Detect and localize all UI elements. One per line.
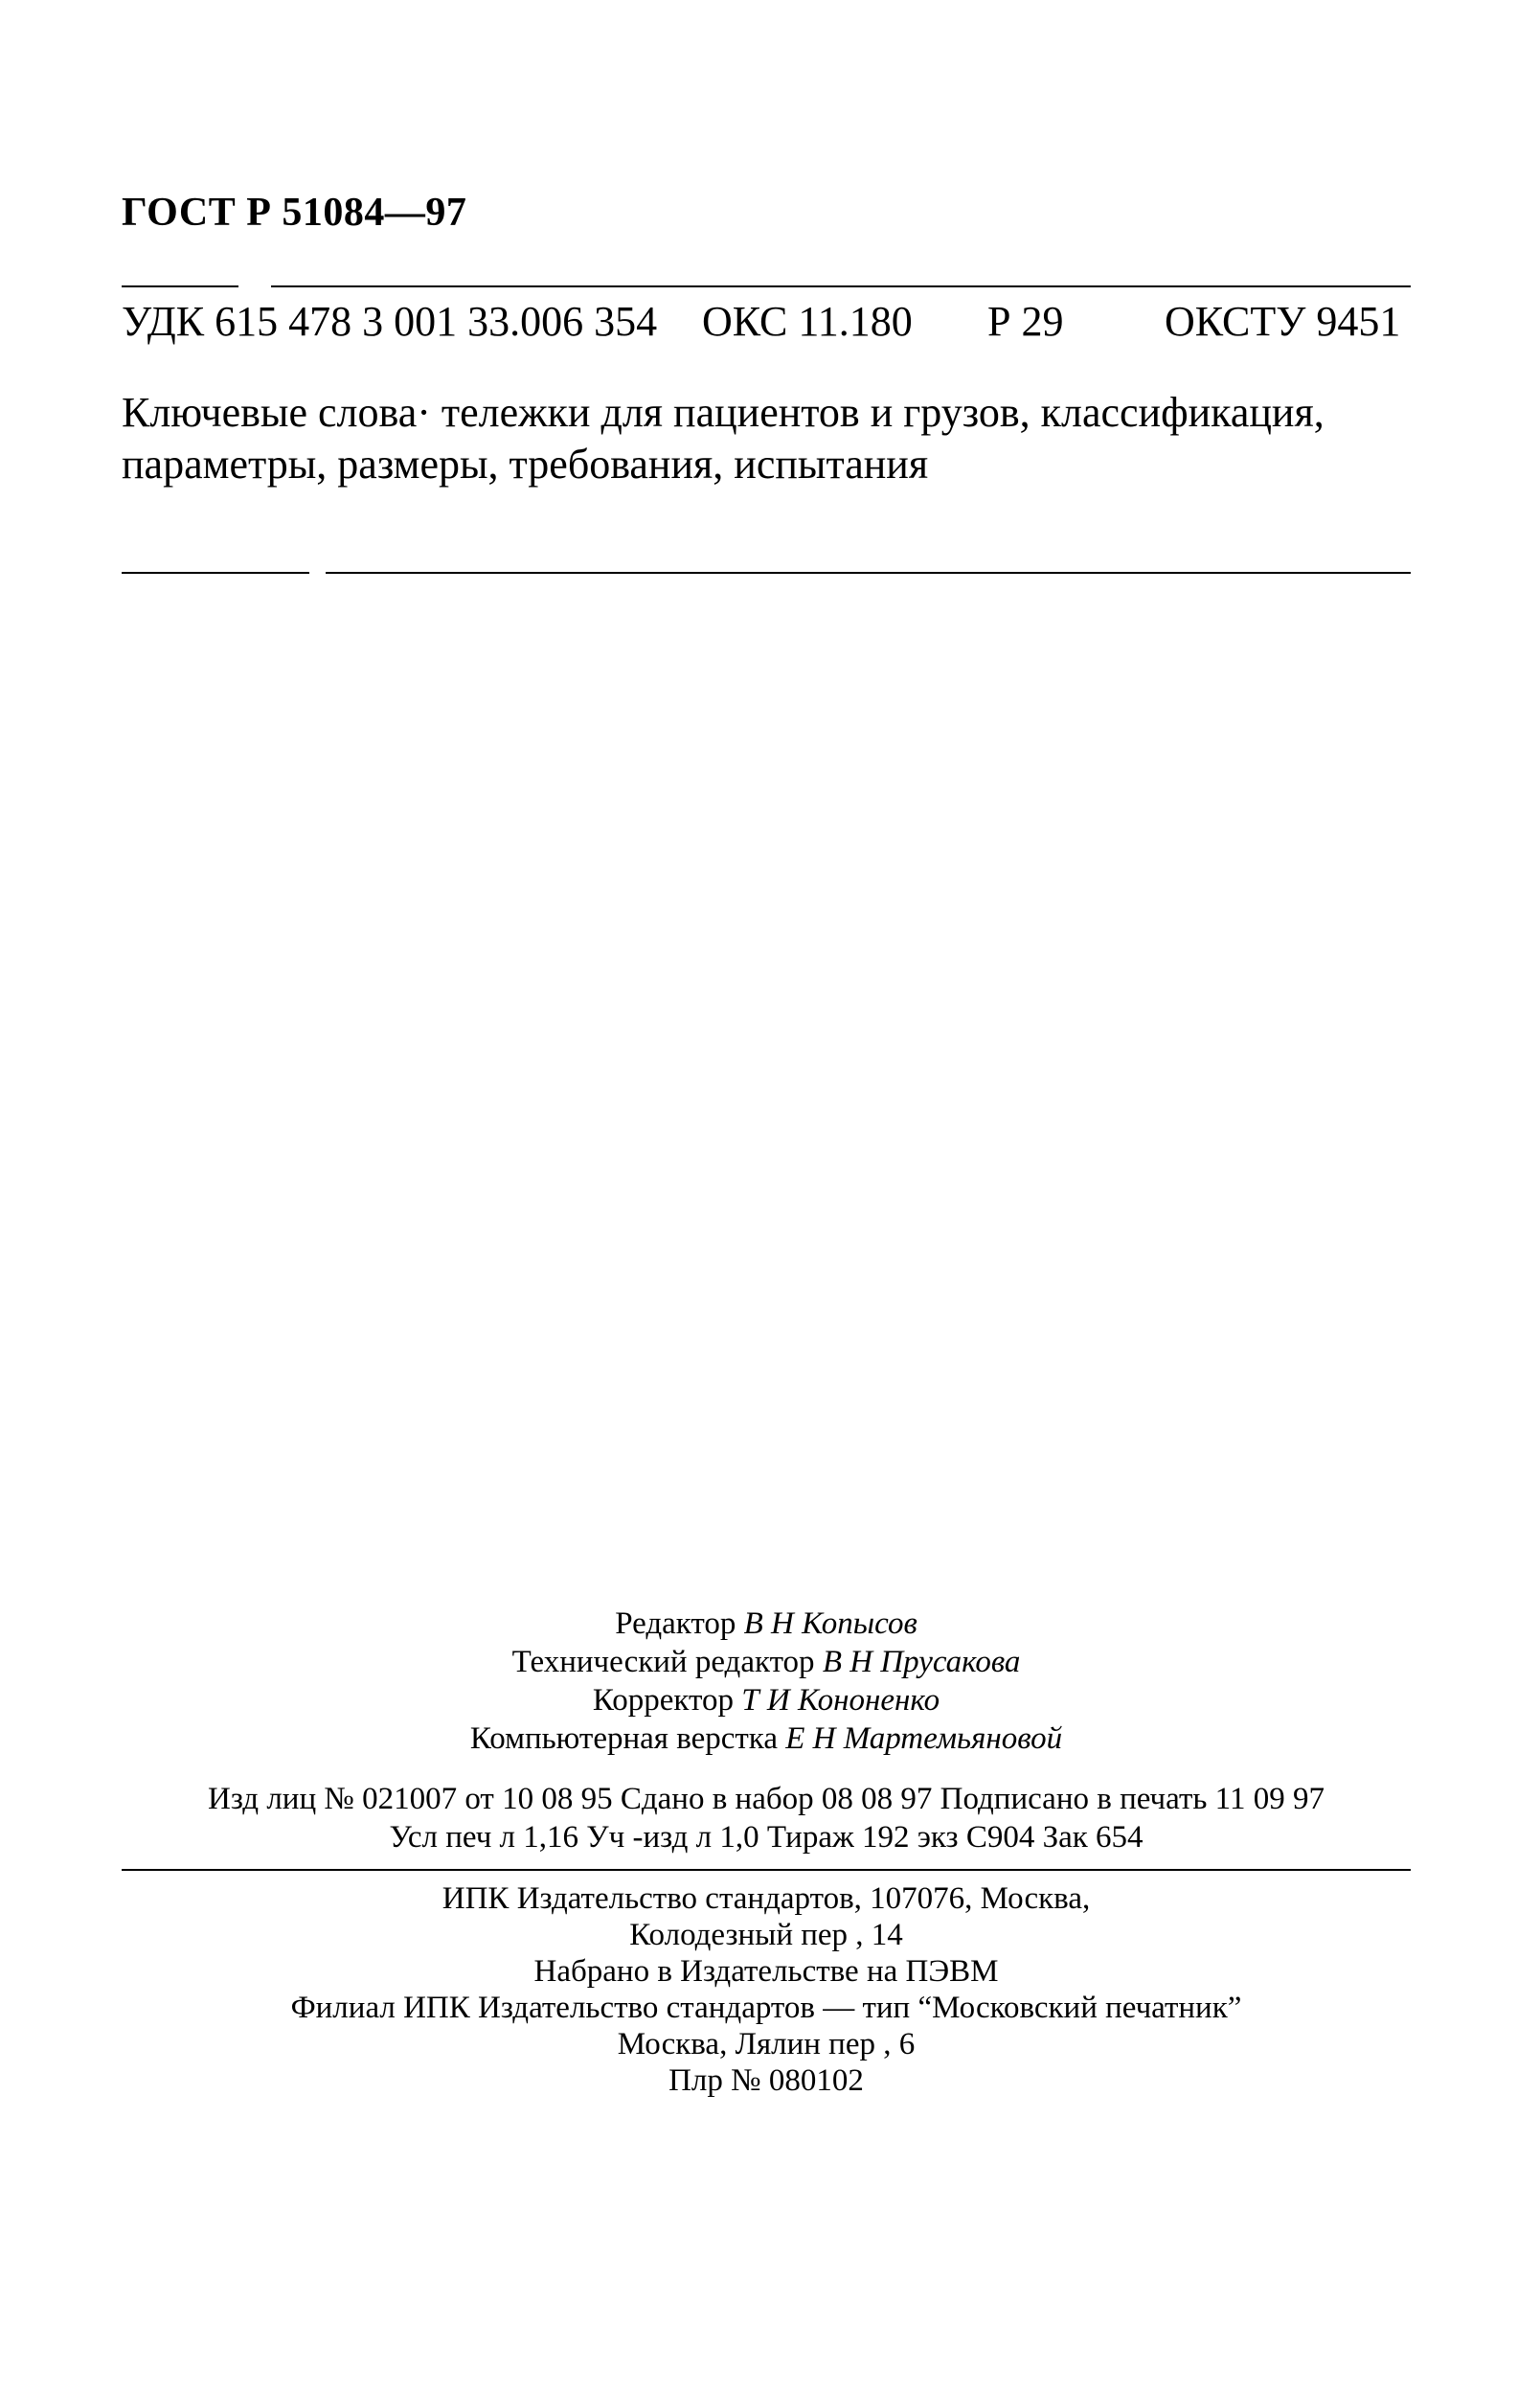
publisher-line: ИПК Издательство стандартов, 107076, Москва, — [442, 1881, 1091, 1916]
credit-name: Т И Кононенко — [741, 1683, 940, 1718]
publisher-line: Плр № 080102 — [668, 2063, 864, 2098]
credit-role: Компьютерная верстка — [469, 1721, 778, 1756]
credit-editor — [122, 1605, 1411, 1643]
keywords — [122, 387, 1415, 490]
imprint-line-2: Усл печ л 1,16 Уч -изд л 1,0 Тираж 192 экз С904 Зак 654 — [389, 1820, 1144, 1855]
imprint-block — [122, 1780, 1411, 1856]
header-rule-right — [271, 285, 1411, 287]
publisher-line: Филиал ИПК Издательство стандартов — тип “Московский печатник” — [290, 1991, 1242, 2025]
credit-role: Корректор — [592, 1683, 735, 1718]
header-rule-left — [122, 285, 238, 287]
publisher-line: Набрано в Издательстве на ПЭВМ — [533, 1954, 999, 1989]
credit-layout — [122, 1719, 1411, 1758]
group-code: Р 29 — [987, 298, 1064, 345]
oks-code: ОКС 11.180 — [702, 298, 913, 345]
publisher-block — [122, 1880, 1411, 2099]
credit-role: Редактор — [615, 1606, 736, 1641]
publisher-line: Колодезный пер , 14 — [629, 1918, 903, 1952]
keywords-line-1: Ключевые слова· тележки для пациентов и грузов, классификация, — [122, 389, 1325, 436]
keywords-rule-right — [326, 572, 1411, 574]
imprint-line-1: Изд лиц № 021007 от 10 08 95 Сдано в набор 08 08 97 Подписано в печать 11 09 97 — [208, 1782, 1325, 1816]
credit-name: В Н Прусакова — [822, 1645, 1021, 1679]
credit-name: В Н Копысов — [743, 1606, 917, 1641]
udk-code: УДК 615 478 3 001 33.006 354 — [122, 298, 658, 345]
okstu-code: ОКСТУ 9451 — [1165, 298, 1401, 345]
document-id: ГОСТ Р 51084—97 — [122, 191, 467, 235]
credit-role: Технический редактор — [511, 1645, 815, 1679]
credit-proofreader — [122, 1681, 1411, 1719]
credits-block — [122, 1605, 1411, 1758]
keywords-rule-left — [122, 572, 309, 574]
publisher-line: Москва, Лялин пер , 6 — [617, 2027, 916, 2061]
imprint-rule — [122, 1869, 1411, 1871]
keywords-line-2: параметры, размеры, требования, испытания — [122, 441, 929, 488]
credit-name: Е Н Мартемьяновой — [785, 1721, 1063, 1756]
credit-tech-editor — [122, 1643, 1411, 1681]
